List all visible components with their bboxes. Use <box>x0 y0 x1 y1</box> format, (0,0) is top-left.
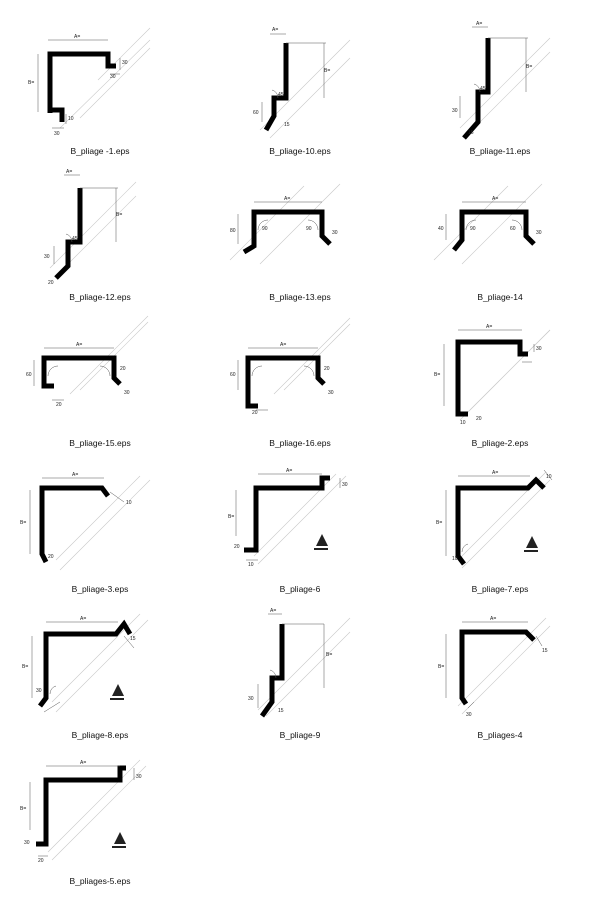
dim-b: B= <box>20 806 27 812</box>
drawing-b-pliage-14 <box>400 164 600 310</box>
profile-drawing <box>0 456 200 584</box>
hatch-lines <box>260 40 350 138</box>
dim-c1: 45 <box>72 236 78 242</box>
dim-c1: 10 <box>546 474 552 480</box>
drawing-b-pliage-7 <box>400 456 600 602</box>
dim-c3: 15 <box>284 122 290 128</box>
dim-b: B= <box>324 68 331 74</box>
dim-c1: 30 <box>36 688 42 694</box>
dim-c1: 30 <box>24 840 30 846</box>
dim-c4: 30 <box>124 390 130 396</box>
dim-c2: 90 <box>262 226 268 232</box>
dim-a: A= <box>66 169 73 175</box>
dim-a: A= <box>74 34 81 40</box>
dim-c2: 20 <box>476 416 482 422</box>
hatch-lines <box>48 760 146 860</box>
drawing-b-pliage-10 <box>200 18 400 164</box>
dim-b: B= <box>28 80 35 86</box>
bend-profile <box>56 188 80 278</box>
dim-c3: 10 <box>460 420 466 426</box>
bend-profile <box>262 624 282 716</box>
dim-b: B= <box>22 664 29 670</box>
logo-mark-icon <box>112 832 126 848</box>
profile-drawing <box>400 164 600 292</box>
dim-a: A= <box>80 760 87 766</box>
bend-profile <box>458 342 528 414</box>
dim-c1: 60 <box>230 372 236 378</box>
dim-c2: 10 <box>452 556 458 562</box>
drawing-b-pliages-4 <box>400 602 600 748</box>
drawing-b-pliage-6 <box>200 456 400 602</box>
dim-c3: 30 <box>54 131 60 137</box>
dim-b: B= <box>116 212 123 218</box>
dim-c3: 15 <box>468 130 474 136</box>
bend-profile <box>50 54 116 113</box>
dim-a: A= <box>492 196 499 202</box>
profile-drawing <box>200 164 400 292</box>
dim-c1: 40 <box>438 226 444 232</box>
dim-c2: 60 <box>253 110 259 116</box>
dim-c1: 30 <box>248 696 254 702</box>
dim-c3: 90 <box>306 226 312 232</box>
dim-c2: 30 <box>466 712 472 718</box>
logo-mark-icon <box>524 536 538 552</box>
dim-b: B= <box>438 664 445 670</box>
dim-b: B= <box>436 520 443 526</box>
drawing-b-pliage-11 <box>400 18 600 164</box>
dim-c3: 20 <box>120 366 126 372</box>
dim-c2: 30 <box>342 482 348 488</box>
bend-profile <box>36 768 126 844</box>
dim-a: A= <box>270 608 277 614</box>
drawing-b-pliages-5 <box>0 748 200 894</box>
dim-c4: 30 <box>536 230 542 236</box>
drawing-caption: B_pliage-3.eps <box>71 584 129 594</box>
drawing-caption: B_pliages-4 <box>477 730 523 740</box>
profile-drawing <box>0 164 200 292</box>
dim-b: B= <box>20 520 27 526</box>
profile-drawing <box>0 602 200 730</box>
drawing-b-pliage-8 <box>0 602 200 748</box>
profile-drawing <box>400 456 600 584</box>
dim-c2: 30 <box>110 74 116 80</box>
dim-c2: 20 <box>252 410 258 416</box>
drawing-caption: B_pliage-10.eps <box>269 146 331 156</box>
logo-mark-icon <box>110 684 124 700</box>
hatch-lines <box>70 316 148 394</box>
dim-a: A= <box>486 324 493 330</box>
dim-c2: 20 <box>56 402 62 408</box>
profile-drawing <box>200 602 400 730</box>
dim-c2: 15 <box>130 636 136 642</box>
dim-c1: 45 <box>480 86 486 92</box>
profile-drawing <box>400 310 600 438</box>
dim-c2: 15 <box>278 708 284 714</box>
profile-drawing <box>0 310 200 438</box>
drawing-b-pliage-12 <box>0 164 200 310</box>
profile-drawing <box>200 310 400 438</box>
bend-profile <box>42 488 108 562</box>
dim-a: A= <box>280 342 287 348</box>
dim-c3: 10 <box>248 562 254 568</box>
drawing-caption: B_pliage-13.eps <box>269 292 331 302</box>
bend-profile <box>266 43 286 130</box>
dim-b: B= <box>228 514 235 520</box>
dim-c2: 30 <box>136 774 142 780</box>
profile-drawing <box>0 748 200 876</box>
bend-profile <box>454 212 534 250</box>
dim-a: A= <box>490 616 497 622</box>
dim-c4: 30 <box>332 230 338 236</box>
drawing-caption: B_pliage-2.eps <box>471 438 529 448</box>
drawing-caption: B_pliage-8.eps <box>71 730 129 740</box>
dim-c4: 10 <box>68 116 74 122</box>
dim-c1: 30 <box>122 60 128 66</box>
dim-c1: 80 <box>230 228 236 234</box>
dim-a: A= <box>80 616 87 622</box>
profile-drawing <box>200 456 400 584</box>
dim-c3: 20 <box>324 366 330 372</box>
dim-c3: 60 <box>510 226 516 232</box>
dim-c2: 30 <box>44 254 50 260</box>
profile-drawing <box>0 18 200 146</box>
dim-c4: 30 <box>328 390 334 396</box>
drawing-caption: B_pliage-16.eps <box>269 438 331 448</box>
dim-c1: 45 <box>278 92 284 98</box>
profile-drawing <box>200 18 400 146</box>
drawing-caption: B_pliage-12.eps <box>69 292 131 302</box>
hatch-lines <box>460 38 550 134</box>
dim-c1: 20 <box>48 554 54 560</box>
dim-a: A= <box>476 21 483 27</box>
profile-drawing <box>400 18 600 146</box>
bend-profile <box>244 478 330 550</box>
drawing-b-pliage-15 <box>0 310 200 456</box>
dim-c3: 20 <box>48 280 54 286</box>
hatch-lines <box>60 28 150 128</box>
dim-c1: 30 <box>536 346 542 352</box>
drawing-caption: B_pliage-11.eps <box>469 146 531 156</box>
drawing-b-pliage-3 <box>0 456 200 602</box>
bend-profile-foot <box>50 110 62 122</box>
drawing-b-pliage-13 <box>200 164 400 310</box>
drawing-caption: B_pliage-15.eps <box>69 438 131 448</box>
dim-c3: 20 <box>38 858 44 864</box>
drawing-b-pliage-1 <box>0 18 200 164</box>
drawing-caption: B_pliage-9 <box>279 730 321 740</box>
dim-a: A= <box>284 196 291 202</box>
bend-profile <box>244 212 330 252</box>
drawing-caption: B_pliage -1.eps <box>70 146 130 156</box>
bend-profile <box>462 632 534 704</box>
hatch-lines <box>50 182 136 276</box>
drawing-b-pliage-9 <box>200 602 400 748</box>
drawing-caption: B_pliage-14 <box>477 292 523 302</box>
dim-c2: 90 <box>470 226 476 232</box>
drawing-caption: B_pliages-5.eps <box>69 876 131 886</box>
dim-a: A= <box>72 472 79 478</box>
dim-a: A= <box>272 27 279 33</box>
profile-drawing <box>400 602 600 730</box>
dim-c2: 30 <box>452 108 458 114</box>
dim-b: B= <box>526 64 533 70</box>
logo-mark-icon <box>314 534 328 550</box>
dim-c2: 10 <box>126 500 132 506</box>
dim-a: A= <box>76 342 83 348</box>
dim-c1: 20 <box>234 544 240 550</box>
dim-c1: 15 <box>542 648 548 654</box>
dim-c1: 60 <box>26 372 32 378</box>
dim-b: B= <box>326 652 333 658</box>
drawing-b-pliage-16 <box>200 310 400 456</box>
hatch-lines <box>52 614 148 712</box>
dim-b: B= <box>434 372 441 378</box>
dim-a: A= <box>286 468 293 474</box>
drawing-caption: B_pliage-7.eps <box>471 584 529 594</box>
dim-a: A= <box>492 470 499 476</box>
drawing-caption: B_pliage-6 <box>279 584 321 594</box>
drawing-b-pliage-2 <box>400 310 600 456</box>
